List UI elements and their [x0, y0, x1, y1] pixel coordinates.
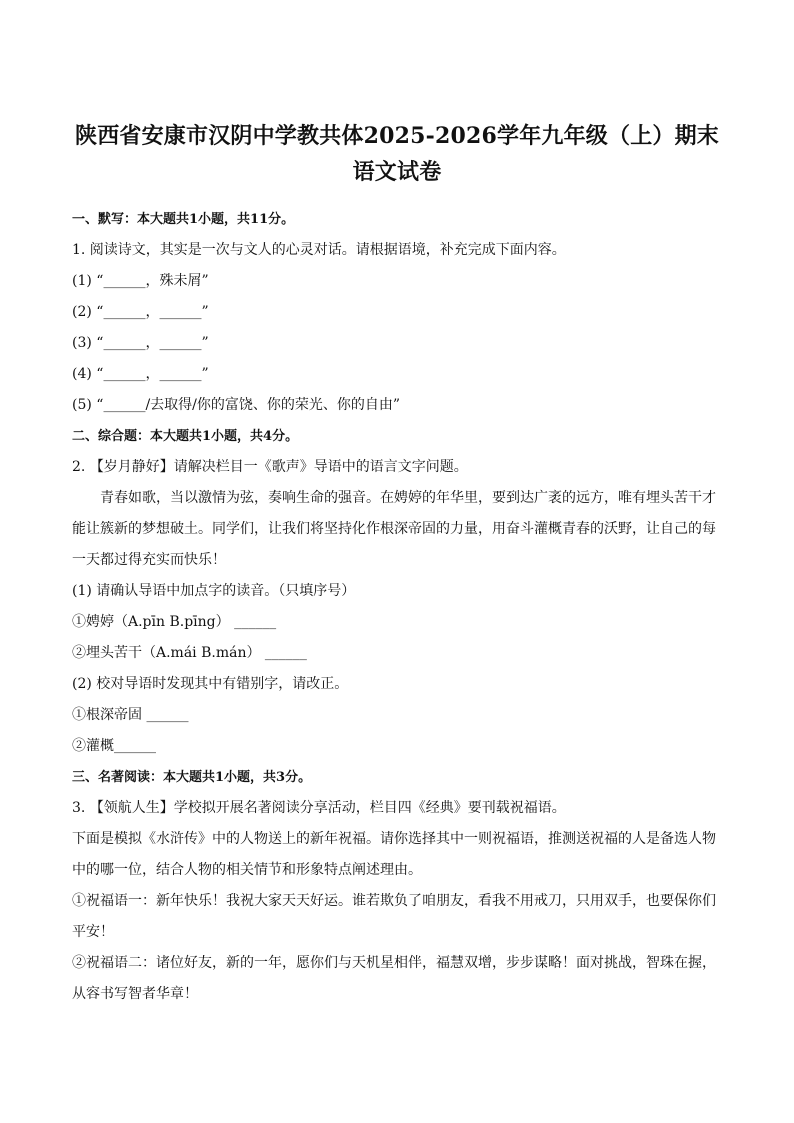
sub-question-2-1-a: ①娉婷（A.pīn B.pīng） ______ [72, 614, 277, 630]
sub-question-2-2-b: ②灌概______ [72, 738, 156, 754]
question-3-intro: 下面是模拟《水浒传》中的人物送上的新年祝福。请你选择其中一则祝福语，推测送祝福的人是备选人物中的哪一位，结合人物的相关情节和形象特点阐述理由。 [72, 831, 716, 878]
section-heading-3: 三、名著阅读：本大题共1小题，共3分。 [72, 770, 312, 785]
question-3: 3. 【领航人生】学校拟开展名著阅读分享活动，栏目四《经典》要刊载祝福语。 [72, 800, 566, 816]
sub-question-2-2: (2) 校对导语时发现其中有错别字，请改正。 [72, 676, 349, 692]
blessing-2: ②祝福语二：诸位好友，新的一年，愿你们与天机星相伴，福慧双增，步步谋略！面对挑战，智珠在握，从容书写智者华章！ [72, 955, 716, 1002]
guide-passage: 青春如歌，当以激情为弦，奏响生命的强音。在娉婷的年华里，要到达广袤的远方，唯有埋头苦干才能让簇新的梦想破土。同学们，让我们将坚持化作根深帝固的力量，用奋斗灌概青春的沃野，让自己的每一天都过得充实而快乐！ [72, 490, 716, 568]
section-heading-1: 一、默写：本大题共1小题，共11分。 [72, 212, 295, 227]
question-1: 1. 阅读诗文，其实是一次与文人的心灵对话。请根据语境，补充完成下面内容。 [72, 242, 566, 258]
fill-item-1: (1) “______，殊未屑” [72, 273, 209, 289]
fill-item-4: (4) “______，______” [72, 366, 209, 382]
fill-item-3: (3) “______，______” [72, 335, 209, 351]
fill-item-5: (5) “______/去取得/你的富饶、你的荣光、你的自由” [72, 397, 401, 413]
blessing-1: ①祝福语一：新年快乐！我祝大家天天好运。谁若欺负了咱朋友，看我不用戒刀，只用双手，也要保你们平安！ [72, 893, 716, 940]
exam-title: 陕西省安康市汉阴中学教共体2025-2026学年九年级（上）期末语文试卷 [75, 123, 719, 185]
sub-question-2-1: (1) 请确认导语中加点字的读音。（只填序号） [72, 583, 356, 599]
sub-question-2-2-a: ①根深帝固 ______ [72, 707, 189, 723]
section-heading-2: 二、综合题：本大题共1小题，共4分。 [72, 429, 299, 444]
question-2: 2. 【岁月静好】请解决栏目一《歌声》导语中的语言文字问题。 [72, 459, 468, 475]
fill-item-2: (2) “______，______” [72, 304, 209, 320]
sub-question-2-1-b: ②埋头苦干（A.mái B.mán） ______ [72, 645, 307, 661]
